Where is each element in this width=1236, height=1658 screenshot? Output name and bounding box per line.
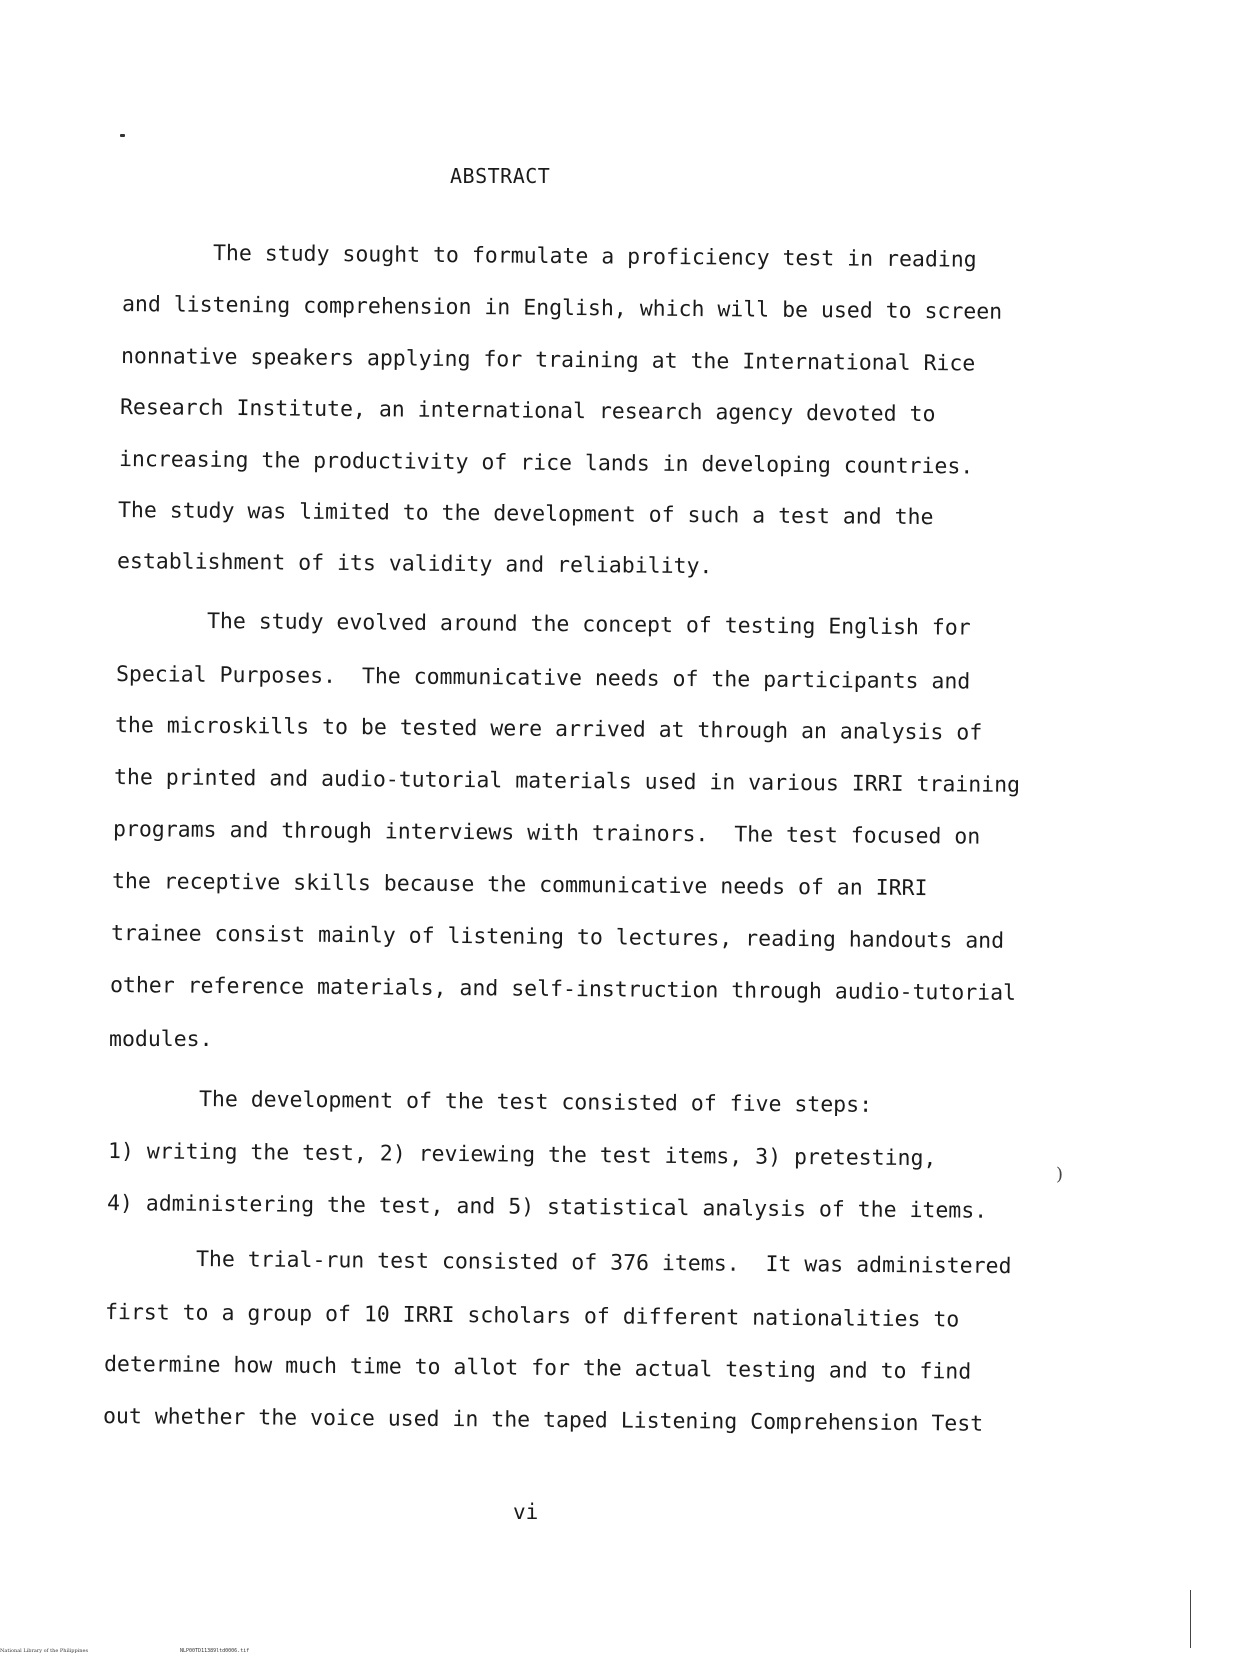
paragraph-4-line-2: first to a group of 10 IRRI scholars of different nationalities to (104, 1300, 960, 1333)
paragraph-1-line-5: increasing the productivity of rice lands in developing countries. (118, 447, 974, 480)
paragraph-3-line-3: 4) administering the test, and 5) statistical analysis of the items. (106, 1191, 988, 1224)
paragraph-2-line-3: the microskills to be tested were arrived at through an analysis of (114, 713, 983, 746)
scan-edge-line (1190, 1590, 1191, 1648)
paragraph-1-line-6: The study was limited to the development of such a test and the (117, 498, 934, 531)
paragraph-3-line-1: The development of the test consisted of five steps: (198, 1087, 873, 1118)
paragraph-4-line-3: determine how much time to allot for the actual testing and to find (103, 1352, 972, 1385)
paragraph-2-line-9: modules. (109, 1027, 213, 1052)
paragraph-2-line-5: programs and through interviews with trainors. The test focused on (112, 817, 981, 850)
abstract-heading: ABSTRACT (450, 164, 551, 188)
paragraph-2-line-6: the receptive skills because the communicative needs of an IRRI (111, 869, 928, 902)
scan-speck (120, 134, 125, 137)
paragraph-1-line-1: The study sought to formulate a proficiency test in reading (212, 241, 977, 273)
footer-library: National Library of the Philippines (0, 1648, 89, 1654)
stray-mark: ) (1056, 1164, 1064, 1185)
paragraph-2-line-2: Special Purposes. The communicative needs of the participants and (115, 662, 971, 695)
footer-file: NLP00TD11389ltd0006.tif (180, 1648, 250, 1654)
paragraph-4-line-4: out whether the voice used in the taped Listening Comprehension Test (102, 1404, 984, 1437)
paragraph-2-line-4: the printed and audio-tutorial materials used in various IRRI training (113, 765, 1021, 798)
paragraph-1-line-4: Research Institute, an international research agency devoted to (119, 395, 936, 428)
paragraph-1-line-2: and listening comprehension in English, which will be used to screen (121, 292, 1003, 325)
page-number: vi (513, 1500, 539, 1524)
paragraph-3-line-2: 1) writing the test, 2) reviewing the test items, 3) pretesting, (107, 1139, 937, 1172)
paragraph-2-line-1: The study evolved around the concept of testing English for (206, 609, 971, 641)
paragraph-1-line-7: establishment of its validity and reliability. (116, 549, 713, 580)
paragraph-1-line-3: nonnative speakers applying for training at the International Rice (120, 344, 976, 377)
paragraph-2-line-8: other reference materials, and self-instruction through audio-tutorial (109, 973, 1017, 1006)
paragraph-2-line-7: trainee consist mainly of listening to lectures, reading handouts and (110, 921, 1005, 954)
paragraph-4-line-1: The trial-run test consisted of 376 items. It was administered (195, 1247, 1012, 1280)
